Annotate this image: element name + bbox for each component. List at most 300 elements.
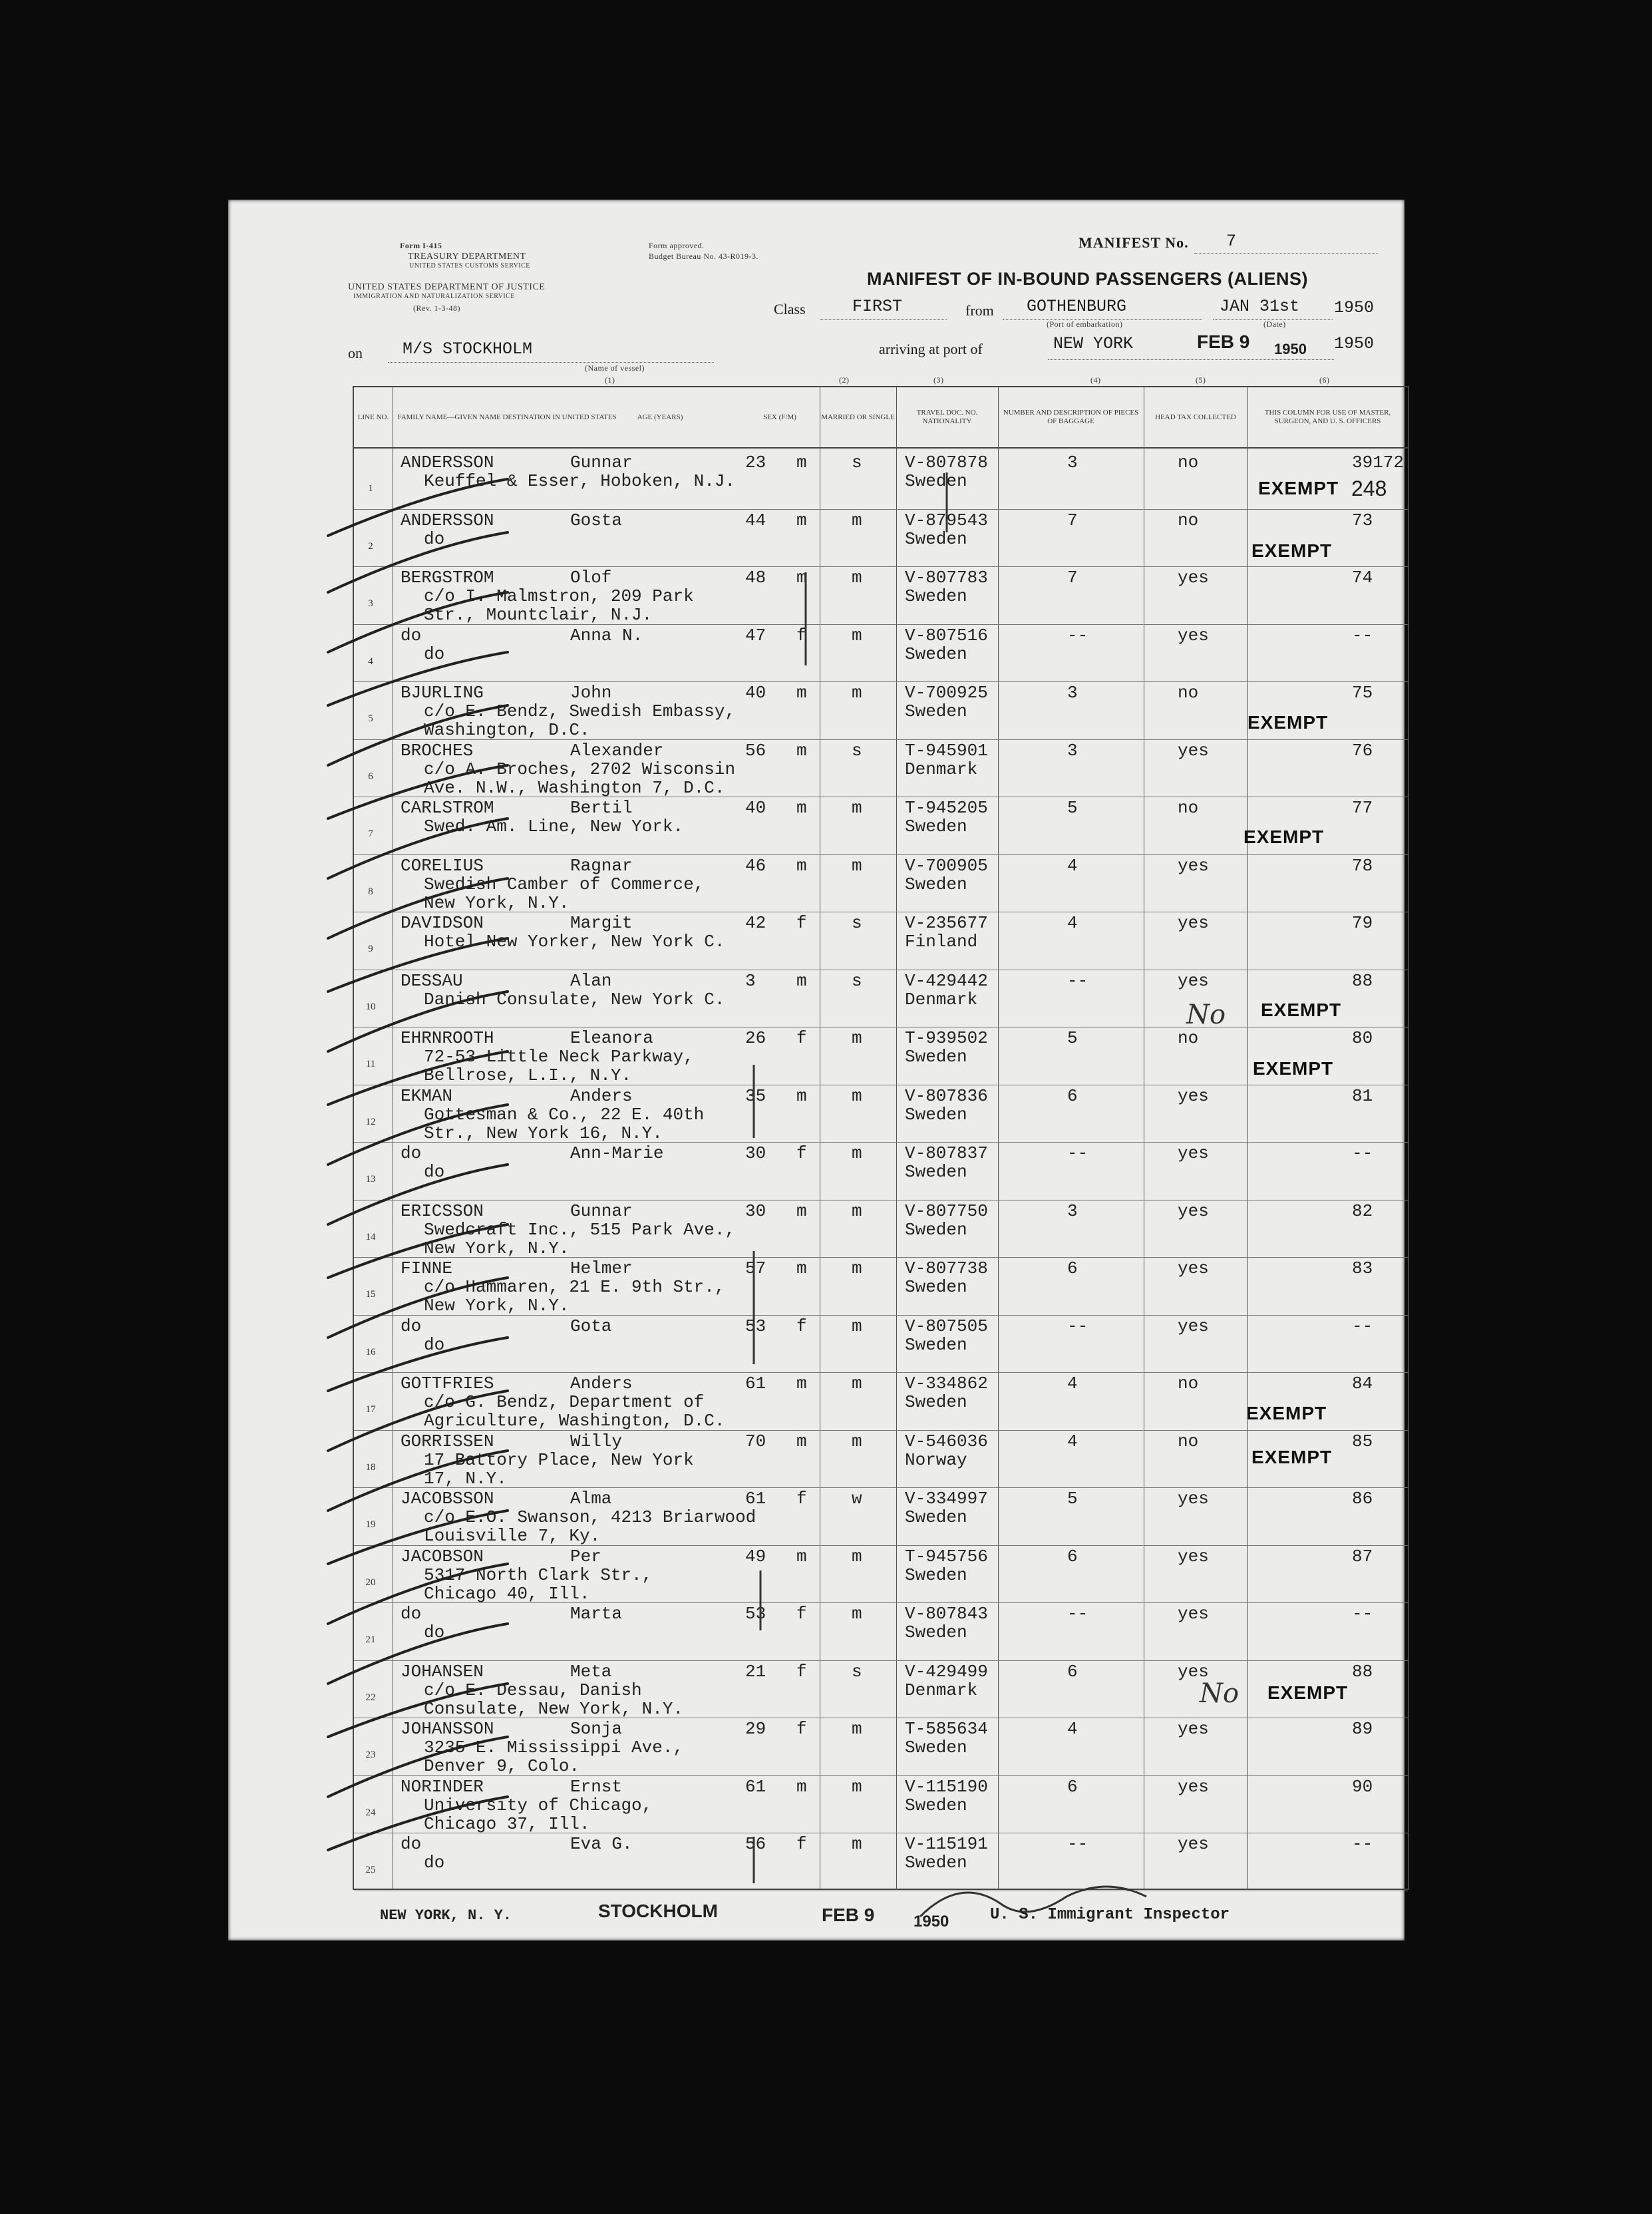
- justice-dept: UNITED STATES DEPARTMENT OF JUSTICE: [348, 282, 546, 292]
- head-tax: yes: [1178, 568, 1209, 588]
- destination-line-2: New York, N.Y.: [424, 1296, 570, 1316]
- head-tax: yes: [1178, 1489, 1209, 1509]
- baggage-count: 3: [1067, 683, 1078, 703]
- marital-status: m: [852, 1200, 862, 1221]
- officer-number: 90: [1352, 1776, 1373, 1797]
- officer-number: 85: [1352, 1431, 1373, 1451]
- destination-line-2: Agriculture, Washington, D.C.: [424, 1411, 725, 1431]
- head-tax: yes: [1178, 1546, 1209, 1567]
- officer-number: 84: [1352, 1374, 1373, 1393]
- destination-line-1: do: [424, 1853, 445, 1873]
- destination-line-2: New York, N.Y.: [424, 1238, 570, 1258]
- from-label: from: [965, 302, 994, 319]
- footer-vessel-stamp: STOCKHOLM: [598, 1901, 718, 1921]
- family-name: JOHANSSON: [401, 1719, 494, 1739]
- destination-line-1: 17 Battory Place, New York: [424, 1449, 694, 1470]
- header-officers: THIS COLUMN FOR USE OF MASTER, SURGEON, AND U. S. OFFICERS: [1264, 409, 1391, 425]
- destination-line-1: do: [424, 1162, 445, 1182]
- baggage-count: 3: [1067, 1200, 1078, 1221]
- table-row: [354, 1833, 1408, 1890]
- travel-doc-number: V-546036: [905, 1431, 988, 1451]
- sex: m: [796, 1085, 807, 1106]
- manifest-no-label: MANIFEST No.: [1078, 234, 1189, 251]
- sex: f: [796, 1719, 807, 1739]
- line-number: 2: [368, 540, 373, 552]
- budget-bureau: Budget Bureau No. 43-R019-3.: [649, 252, 758, 261]
- marital-status: m: [852, 1546, 862, 1567]
- line-number: 19: [365, 1519, 376, 1530]
- ins-service: IMMIGRATION AND NATURALIZATION SERVICE: [353, 293, 515, 300]
- travel-doc-number: V-807516: [905, 625, 988, 646]
- officer-number: 39172: [1352, 453, 1404, 472]
- officer-number: 83: [1352, 1258, 1373, 1278]
- table-row: [354, 1430, 1408, 1487]
- marital-status: m: [852, 1374, 862, 1393]
- officer-number: 88: [1352, 1661, 1373, 1682]
- marital-status: w: [852, 1489, 862, 1509]
- line-number: 23: [365, 1750, 376, 1760]
- baggage-count: 4: [1067, 913, 1078, 933]
- officer-number: 82: [1352, 1200, 1373, 1221]
- nationality: Sweden: [905, 874, 967, 894]
- age: 35: [745, 1085, 766, 1106]
- head-tax: no: [1178, 683, 1199, 703]
- head-tax: yes: [1178, 970, 1209, 991]
- given-name: Ernst: [570, 1776, 623, 1797]
- baggage-count: 4: [1067, 1431, 1078, 1451]
- form-number: Form I-415: [400, 241, 442, 250]
- footer-year-stamp: 1950: [913, 1913, 949, 1931]
- given-name: Eleanora: [570, 1028, 653, 1048]
- head-tax: yes: [1178, 1200, 1209, 1221]
- footer-port: NEW YORK, N. Y.: [380, 1907, 512, 1924]
- manifest-no-value: 7: [1226, 232, 1237, 251]
- customs-service: UNITED STATES CUSTOMS SERVICE: [409, 262, 530, 270]
- arrival-date-stamp: FEB 9: [1197, 331, 1250, 352]
- nationality: Denmark: [905, 759, 978, 779]
- given-name: Per: [570, 1546, 601, 1567]
- family-name: BJURLING: [401, 683, 484, 703]
- exempt-stamp: EXEMPT: [1243, 827, 1325, 847]
- head-tax: yes: [1178, 1604, 1209, 1624]
- travel-doc-number: V-700905: [905, 855, 988, 876]
- col-num-6: (6): [1319, 375, 1330, 385]
- officer-number: --: [1352, 1316, 1373, 1336]
- baggage-count: --: [1067, 1143, 1088, 1163]
- col-num-2: (2): [839, 375, 850, 385]
- baggage-count: 5: [1067, 1028, 1078, 1048]
- embarkation-year: 1950: [1334, 298, 1375, 317]
- family-name: BERGSTROM: [401, 568, 494, 588]
- nationality: Norway: [905, 1449, 967, 1470]
- arrival-stamp-year: 1950: [1274, 341, 1307, 357]
- destination-line-2: Str., New York 16, N.Y.: [424, 1123, 663, 1143]
- exempt-stamp: EXEMPT: [1246, 1403, 1327, 1423]
- line-number: 11: [365, 1059, 376, 1069]
- family-name: ANDERSSON: [401, 510, 494, 530]
- marital-status: m: [852, 1719, 862, 1739]
- travel-doc-number: V-807783: [905, 568, 988, 588]
- given-name: Meta: [570, 1661, 612, 1682]
- destination-line-2: Consulate, New York, N.Y.: [424, 1698, 684, 1719]
- head-tax: no: [1178, 798, 1199, 818]
- travel-doc-number: V-879543: [905, 510, 988, 530]
- family-name: FINNE: [401, 1258, 453, 1278]
- sex: m: [796, 453, 807, 472]
- sex: m: [796, 855, 807, 876]
- passenger-table: [353, 386, 1409, 1890]
- destination-line-2: Ave. N.W., Washington 7, D.C.: [424, 777, 725, 798]
- baggage-count: 3: [1067, 453, 1078, 472]
- destination-line-1: c/o E.O. Swanson, 4213 Briarwood: [424, 1507, 756, 1527]
- baggage-count: 6: [1067, 1661, 1078, 1682]
- travel-doc-number: V-807505: [905, 1316, 988, 1336]
- destination-line-1: Swedish Camber of Commerce,: [424, 874, 705, 894]
- given-name: Eva G.: [570, 1834, 633, 1854]
- col-num-3: (3): [933, 375, 944, 385]
- officer-number: 87: [1352, 1546, 1373, 1567]
- marital-status: s: [852, 913, 862, 933]
- family-name: EHRNROOTH: [401, 1028, 494, 1048]
- head-tax: yes: [1178, 1834, 1209, 1854]
- destination-line-1: do: [424, 644, 445, 664]
- date-caption: (Date): [1263, 319, 1286, 329]
- nationality: Sweden: [905, 1219, 967, 1240]
- destination-line-1: Hotel New Yorker, New York C.: [424, 932, 725, 952]
- age: 61: [745, 1374, 766, 1393]
- on-label: on: [348, 345, 363, 361]
- given-name: Gunnar: [570, 453, 633, 472]
- embarkation-port-value: GOTHENBURG: [1027, 297, 1127, 316]
- table-row: [354, 1027, 1408, 1084]
- travel-doc-number: V-115191: [905, 1834, 988, 1854]
- nationality: Denmark: [905, 1680, 978, 1700]
- destination-line-1: Swed. Am. Line, New York.: [424, 817, 684, 836]
- officer-number: 86: [1352, 1489, 1373, 1509]
- nationality: Sweden: [905, 586, 967, 606]
- header-head-tax: HEAD TAX COLLECTED: [1155, 413, 1236, 421]
- exempt-stamp: EXEMPT: [1267, 1682, 1349, 1703]
- baggage-count: 3: [1067, 740, 1078, 761]
- destination-line-2: Chicago 40, Ill.: [424, 1583, 590, 1604]
- line-number: 3: [368, 598, 373, 609]
- given-name: Anders: [570, 1374, 633, 1393]
- family-name: do: [401, 1834, 422, 1854]
- head-tax: yes: [1178, 1776, 1209, 1797]
- travel-doc-number: V-807878: [905, 453, 988, 472]
- baggage-count: 5: [1067, 798, 1078, 818]
- sex: m: [796, 683, 807, 703]
- sex: f: [796, 1489, 807, 1509]
- destination-line-2: Denver 9, Colo.: [424, 1756, 580, 1776]
- marital-status: m: [852, 1834, 862, 1854]
- marital-status: s: [852, 1661, 862, 1682]
- line-number: 5: [368, 713, 373, 724]
- line-number: 12: [365, 1116, 376, 1127]
- destination-line-1: c/o E. Bendz, Swedish Embassy,: [424, 701, 736, 721]
- baggage-count: 6: [1067, 1776, 1078, 1797]
- baggage-count: 4: [1067, 1719, 1078, 1739]
- header-sex: SEX (F/M): [763, 413, 796, 421]
- age: 46: [745, 855, 766, 876]
- destination-line-1: Swedcraft Inc., 515 Park Ave.,: [424, 1219, 736, 1240]
- table-row: [354, 970, 1408, 1027]
- family-name: DESSAU: [401, 970, 463, 991]
- destination-line-1: c/o E. Dessau, Danish: [424, 1680, 642, 1700]
- age: 29: [745, 1719, 766, 1739]
- age: 61: [745, 1489, 766, 1509]
- nationality: Sweden: [905, 817, 967, 836]
- col-num-4: (4): [1090, 375, 1101, 385]
- table-row: [354, 854, 1408, 912]
- destination-line-2: Str., Mountclair, N.J.: [424, 605, 653, 625]
- age: 3: [745, 970, 756, 991]
- officer-number: 88: [1352, 970, 1373, 991]
- embarkation-date-value: JAN 31st: [1220, 297, 1300, 316]
- arrival-port-value: NEW YORK: [1053, 334, 1134, 353]
- nationality: Sweden: [905, 1853, 967, 1873]
- head-tax: yes: [1178, 625, 1209, 646]
- given-name: Olof: [570, 568, 612, 588]
- age: 30: [745, 1143, 766, 1163]
- marital-status: m: [852, 798, 862, 818]
- marital-status: m: [852, 1028, 862, 1048]
- travel-doc-number: T-945205: [905, 798, 988, 818]
- manifest-title: MANIFEST OF IN-BOUND PASSENGERS (ALIENS): [867, 269, 1309, 289]
- table-row: [354, 1487, 1408, 1545]
- exempt-stamp: EXEMPT: [1247, 712, 1329, 733]
- baggage-count: --: [1067, 1834, 1088, 1854]
- class-label: Class: [774, 301, 806, 317]
- manifest-sheet: [228, 200, 1404, 1940]
- family-name: JACOBSON: [401, 1546, 484, 1567]
- port-embarkation-caption: (Port of embarkation): [1047, 319, 1123, 329]
- age: 56: [745, 1834, 766, 1854]
- nationality: Finland: [905, 932, 978, 952]
- form-approved: Form approved.: [649, 241, 705, 250]
- family-name: NORINDER: [401, 1776, 484, 1797]
- age: 26: [745, 1028, 766, 1048]
- travel-doc-number: T-939502: [905, 1028, 988, 1048]
- age: 23: [745, 453, 766, 472]
- officer-number: 76: [1352, 740, 1373, 761]
- sex: f: [796, 913, 807, 933]
- destination-line-1: Danish Consulate, New York C.: [424, 989, 725, 1010]
- travel-doc-number: V-807843: [905, 1604, 988, 1624]
- sex: m: [796, 1200, 807, 1221]
- age: 49: [745, 1546, 766, 1567]
- head-tax: no: [1178, 1431, 1199, 1451]
- given-name: Margit: [570, 913, 633, 933]
- sex: m: [796, 798, 807, 818]
- travel-doc-number: T-585634: [905, 1719, 988, 1739]
- sex: m: [796, 1776, 807, 1797]
- sex: f: [796, 1028, 807, 1048]
- officer-number: --: [1352, 1604, 1373, 1624]
- marital-status: m: [852, 1776, 862, 1797]
- given-name: Anna N.: [570, 625, 643, 646]
- age: 48: [745, 568, 766, 588]
- destination-line-1: do: [424, 1622, 445, 1642]
- line-number: 18: [365, 1461, 376, 1473]
- head-tax: no: [1178, 1374, 1199, 1393]
- head-tax: yes: [1178, 1316, 1209, 1336]
- marital-status: s: [852, 970, 862, 991]
- officer-number: 81: [1352, 1085, 1373, 1106]
- travel-doc-number: V-334997: [905, 1489, 988, 1509]
- treasury-dept: TREASURY DEPARTMENT: [408, 252, 526, 262]
- given-name: Gunnar: [570, 1200, 633, 1221]
- nationality: Sweden: [905, 1738, 967, 1757]
- table-row: [354, 1085, 1408, 1142]
- travel-doc-number: V-807738: [905, 1258, 988, 1278]
- destination-line-1: c/o Hammaren, 21 E. 9th Str.,: [424, 1277, 725, 1297]
- handwritten-no: No: [1186, 1000, 1226, 1030]
- destination-line-1: c/o I. Malmstron, 209 Park: [424, 586, 694, 606]
- destination-line-1: 3235 E. Mississippi Ave.,: [424, 1738, 684, 1757]
- travel-doc-number: V-334862: [905, 1374, 988, 1393]
- nationality: Sweden: [905, 1047, 967, 1067]
- given-name: Alma: [570, 1489, 612, 1509]
- sex: m: [796, 568, 807, 588]
- table-row: [354, 1545, 1408, 1602]
- age: 21: [745, 1661, 766, 1682]
- family-name: ERICSSON: [401, 1200, 484, 1221]
- age: 40: [745, 683, 766, 703]
- line-number: 7: [368, 829, 373, 839]
- line-number: 6: [368, 771, 373, 782]
- sex: f: [796, 1143, 807, 1163]
- table-row: [354, 509, 1408, 566]
- header-age: AGE (YEARS): [637, 413, 683, 421]
- arriving-label: arriving at port of: [879, 341, 983, 357]
- baggage-count: 7: [1067, 568, 1078, 588]
- marital-status: m: [852, 1085, 862, 1106]
- given-name: Ragnar: [570, 855, 633, 876]
- officer-number: --: [1352, 625, 1373, 646]
- nationality: Sweden: [905, 528, 967, 549]
- line-number: 10: [365, 1001, 376, 1012]
- form-revision: (Rev. 1-3-48): [413, 303, 461, 313]
- family-name: BROCHES: [401, 740, 474, 761]
- nationality: Sweden: [905, 471, 967, 491]
- family-name: JACOBSSON: [401, 1489, 494, 1509]
- baggage-count: --: [1067, 625, 1088, 646]
- head-tax: yes: [1178, 913, 1209, 933]
- line-number: 22: [365, 1692, 376, 1703]
- given-name: John: [570, 683, 612, 703]
- nationality: Denmark: [905, 989, 978, 1010]
- destination-line-1: 5317 North Clark Str.,: [424, 1565, 653, 1585]
- marital-status: m: [852, 568, 862, 588]
- officer-number: 79: [1352, 913, 1373, 933]
- officer-number: 80: [1352, 1028, 1373, 1048]
- marital-status: m: [852, 1258, 862, 1278]
- head-tax: yes: [1178, 1085, 1209, 1106]
- age: 61: [745, 1776, 766, 1797]
- line-number: 13: [365, 1174, 376, 1185]
- destination-line-1: 72-53 Little Neck Parkway,: [424, 1047, 694, 1067]
- table-row: [354, 1660, 1408, 1718]
- table-row: [354, 1718, 1408, 1775]
- head-tax: yes: [1178, 1143, 1209, 1163]
- baggage-count: 7: [1067, 510, 1078, 530]
- age: 56: [745, 740, 766, 761]
- table-row: [354, 1257, 1408, 1314]
- family-name: CARLSTROM: [401, 798, 494, 818]
- travel-doc-number: V-807750: [905, 1200, 988, 1221]
- given-name: Gota: [570, 1316, 612, 1336]
- sex: f: [796, 1661, 807, 1682]
- exempt-stamp: EXEMPT: [1261, 1000, 1342, 1020]
- head-tax: yes: [1178, 1661, 1209, 1682]
- given-name: Marta: [570, 1604, 623, 1624]
- sex: m: [796, 1258, 807, 1278]
- line-number: 16: [365, 1346, 376, 1358]
- baggage-count: 6: [1067, 1085, 1078, 1106]
- table-row: [354, 912, 1408, 969]
- head-tax: yes: [1178, 1258, 1209, 1278]
- travel-doc-number: T-945901: [905, 740, 988, 761]
- head-tax: yes: [1178, 855, 1209, 876]
- marital-status: m: [852, 510, 862, 530]
- sex: f: [796, 1316, 807, 1336]
- line-number: 24: [365, 1807, 376, 1818]
- baggage-count: 6: [1067, 1546, 1078, 1567]
- header-married: MARRIED OR SINGLE: [821, 413, 895, 421]
- exempt-stamp: EXEMPT: [1251, 540, 1333, 561]
- line-number: 25: [365, 1865, 376, 1875]
- marital-status: m: [852, 1316, 862, 1336]
- line-number: 1: [368, 483, 373, 494]
- destination-line-2: Bellrose, L.I., N.Y.: [424, 1065, 632, 1085]
- nationality: Sweden: [905, 1622, 967, 1642]
- travel-doc-number: T-945756: [905, 1546, 988, 1567]
- destination-line-1: do: [424, 528, 445, 549]
- family-name: do: [401, 1316, 422, 1336]
- baggage-count: 4: [1067, 1374, 1078, 1393]
- travel-doc-number: V-429499: [905, 1661, 988, 1682]
- destination-line-1: Gottesman & Co., 22 E. 40th: [424, 1104, 705, 1125]
- officer-number: 89: [1352, 1719, 1373, 1739]
- line-number: 17: [365, 1404, 376, 1415]
- age: 40: [745, 798, 766, 818]
- line-number: 14: [365, 1231, 376, 1242]
- officer-number: 78: [1352, 855, 1373, 876]
- age: 57: [745, 1258, 766, 1278]
- exempt-stamp: EXEMPT: [1251, 1447, 1333, 1467]
- marital-status: m: [852, 1604, 862, 1624]
- travel-doc-number: V-429442: [905, 970, 988, 991]
- table-row: [354, 1775, 1408, 1833]
- table-row: [354, 1602, 1408, 1660]
- line-number: 15: [365, 1289, 376, 1300]
- nationality: Sweden: [905, 1507, 967, 1527]
- travel-doc-number: V-807836: [905, 1085, 988, 1106]
- officer-number: 74: [1352, 568, 1373, 588]
- line-number: 9: [368, 944, 373, 954]
- nationality: Sweden: [905, 1795, 967, 1815]
- given-name: Ann-Marie: [570, 1143, 664, 1163]
- sex: m: [796, 510, 807, 530]
- age: 42: [745, 913, 766, 933]
- sex: f: [796, 625, 807, 646]
- given-name: Bertil: [570, 798, 633, 818]
- nationality: Sweden: [905, 1392, 967, 1412]
- officer-number: 73: [1352, 510, 1373, 530]
- marital-status: m: [852, 855, 862, 876]
- footer-date-stamp: FEB 9: [822, 1905, 875, 1925]
